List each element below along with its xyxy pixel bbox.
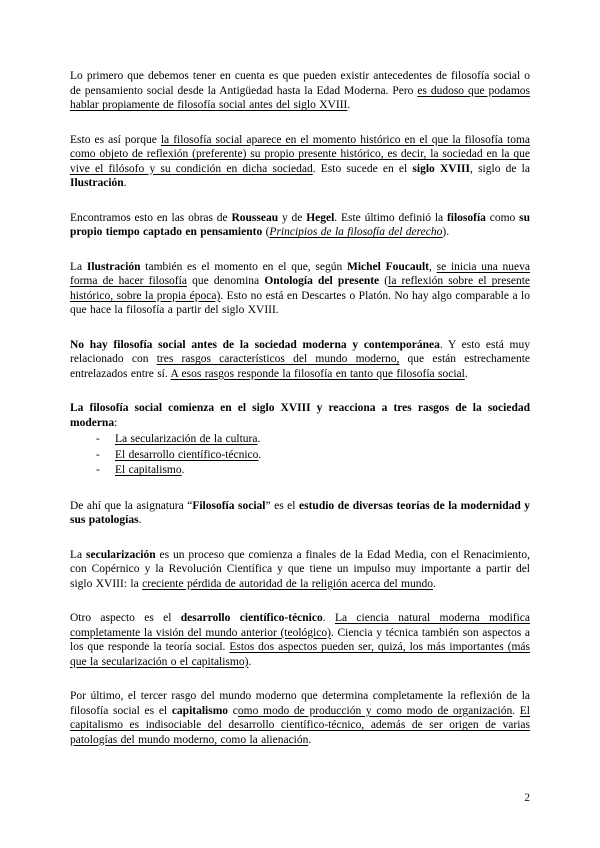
page-number: 2 <box>524 792 530 804</box>
text-run: Ontología del presente <box>264 275 380 287</box>
text-run: que denomina <box>186 275 265 287</box>
text-run: como <box>485 211 520 224</box>
paragraph <box>70 689 530 747</box>
paragraph <box>70 260 530 318</box>
text-run: . <box>258 448 262 461</box>
document-body <box>70 69 530 767</box>
text-run: Estos dos aspectos pueden ser, quizá, los más importantes (más que la secularización o el capitalismo) <box>70 641 530 668</box>
text-run: . <box>257 433 261 445</box>
text-run: capitalismo <box>171 704 229 717</box>
list-item <box>70 463 530 479</box>
text-run: la reflexión sobre el presente histórico, sobre la propia época) <box>70 275 530 302</box>
text-run: Filosofía social <box>192 499 266 512</box>
text-run: El capitalismo <box>115 464 182 476</box>
text-run: . <box>308 733 312 746</box>
text-run: Lo primero que debemos tener en cuenta es que pueden existir antecedentes de filosofía social o de pensamiento social desde la Antigüedad hasta la Edad Moderna. Pero <box>70 70 530 97</box>
page-footer <box>70 791 530 805</box>
text-run: ( <box>262 226 270 238</box>
text-run: que están estrechamente entrelazados entre sí. <box>70 353 530 380</box>
list-item <box>70 448 530 464</box>
text-run: No hay filosofía social antes de la sociedad moderna y contemporánea <box>70 338 440 351</box>
text-run: Encontramos esto en las obras de <box>70 211 232 224</box>
text-run: ). <box>442 226 450 238</box>
text-run: . Esto no está en Descartes o Platón. No hay algo comparable a lo que hace la filosofía a partir del siglo XVIII. <box>70 289 530 316</box>
paragraph <box>70 611 530 669</box>
paragraph <box>70 69 530 113</box>
list-item <box>70 432 530 448</box>
text-run: La secularización de la cultura <box>115 433 258 445</box>
text-run: la filosofía social aparece en el momento histórico en el que la filosofía toma como objeto de reflexión (preferente) su propio presente histórico, es decir, la sociedad en la que vive el filósofo y su condición en dicha sociedad <box>70 133 531 175</box>
paragraph <box>70 548 530 592</box>
text-run: . <box>181 464 185 476</box>
text-run: El desarrollo científico-técnico <box>115 448 259 461</box>
text-run: La <box>70 260 87 273</box>
text-run: . <box>248 655 252 668</box>
text-run: ” es el <box>265 499 300 512</box>
text-run: , <box>429 260 437 273</box>
paragraph <box>70 401 530 430</box>
text-run: . Ciencia y técnica también son aspectos a los que responde la teoría social. <box>70 626 530 653</box>
text-run: La filosofía social comienza en el siglo XVIII y reacciona a tres rasgos de la sociedad moderna <box>70 402 530 429</box>
text-run: . <box>138 514 142 526</box>
text-run: tres rasgos característicos del mundo moderno, <box>156 353 400 365</box>
text-run: desarrollo científico-técnico <box>180 612 323 624</box>
text-run: . Este último definió la <box>334 211 447 224</box>
text-run: La ciencia natural moderna modifica completamente la visión del mundo anterior (teológico) <box>70 612 530 639</box>
text-run: , siglo de la <box>470 162 530 175</box>
text-run: creciente pérdida de autoridad de la religión acerca del mundo <box>142 577 433 590</box>
text-run: . <box>512 704 520 717</box>
text-run: Ilustración <box>70 177 124 189</box>
text-run: Esto es así porque <box>70 133 161 146</box>
text-run: es un proceso que comienza a finales de la Edad Media, con el Renacimiento, con Copérnico y la Revolución Científica y que tiene un impulso muy importante a partir del siglo XVIII: la <box>70 548 530 590</box>
text-run: . Y esto está muy relacionado con <box>70 338 530 365</box>
text-run: ( <box>379 275 389 287</box>
text-run: estudio de diversas teorías de la modernidad y sus patologías <box>70 499 530 526</box>
paragraph <box>70 499 530 528</box>
text-run: c <box>228 704 238 717</box>
text-run: De ahí que la asignatura “ <box>70 499 193 512</box>
text-run: siglo XVIII <box>412 162 471 175</box>
text-run: Ilustración <box>86 260 141 273</box>
text-run: Rousseau <box>231 211 279 224</box>
text-run: La <box>70 548 87 561</box>
text-run: omo modo de producción y como modo de organización <box>237 704 513 717</box>
text-run: El capitalismo es indisociable del desarrollo científico-técnico, además de ser origen de varias patologías del mundo moderno, como la alienación <box>70 704 531 746</box>
text-run: . <box>123 177 127 189</box>
bullet-list <box>70 432 530 479</box>
text-run: Otro aspecto es el <box>70 612 181 624</box>
text-run: . <box>322 612 335 624</box>
text-run: Hegel <box>306 211 335 224</box>
text-run: filosofía <box>446 211 486 224</box>
text-run: Por último, el tercer rasgo del mundo moderno que determina completamente la reflexión de la filosofía social es el <box>70 690 530 717</box>
text-run: : <box>114 416 118 429</box>
text-run: A esos rasgos responde la filosofía en tanto que filosofía social <box>170 367 465 380</box>
text-run: . Esto sucede en el <box>312 162 413 175</box>
text-run: secularización <box>86 548 156 561</box>
text-run: Principios de la filosofía del derecho <box>269 226 443 238</box>
paragraph <box>70 133 530 191</box>
text-run: su propio tiempo captado en pensamiento <box>70 211 530 238</box>
text-run: . <box>433 577 436 590</box>
text-run: se inicia una nueva forma de hacer filosofía <box>70 260 531 287</box>
text-run: también es el momento en el que, según <box>140 260 347 273</box>
text-run: . <box>347 99 351 111</box>
text-run: Michel Foucault <box>346 260 430 273</box>
paragraph <box>70 338 530 382</box>
text-run: y de <box>278 211 307 224</box>
paragraph <box>70 211 530 240</box>
text-run: es dudoso que podamos hablar propiamente de filosofía social antes del siglo XVIII <box>70 84 530 111</box>
text-run: . <box>464 367 468 380</box>
